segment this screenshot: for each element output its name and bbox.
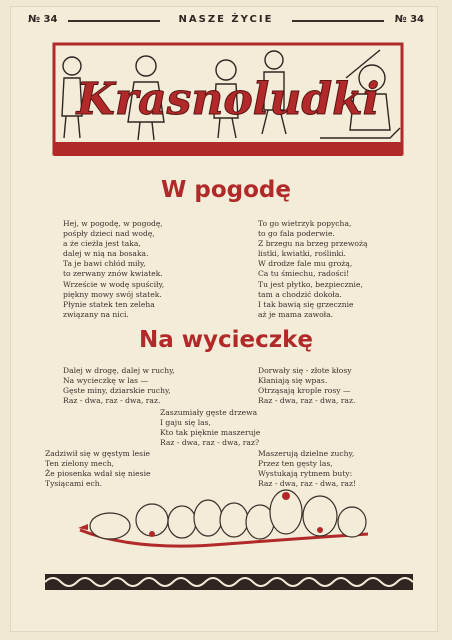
verse-line: Przez ten gęsty las,	[258, 459, 333, 469]
verse-line: to zerwany znów kwiatek.	[63, 269, 163, 279]
verse-line: Ca tu śmiechu, radości!	[258, 269, 350, 279]
poem2-right-stanza	[258, 366, 355, 406]
poem2-title: Na wycieczkę	[138, 327, 314, 353]
verse-line: Wystukają rytmem buty:	[258, 469, 353, 479]
header-rule-right	[292, 20, 384, 22]
verse-line: Z brzegu na brzeg przewożą	[258, 239, 368, 249]
verse-line: Ta je bawi chłód miły,	[63, 259, 146, 269]
birds-illustration	[76, 482, 372, 556]
poem1-right-stanza	[258, 219, 368, 320]
banner-title: Krasnoludki	[76, 74, 380, 125]
verse-line: Kto tak pięknie maszeruje	[160, 428, 261, 438]
poem2-center-stanza	[160, 408, 260, 448]
poem1-title: W pogodę	[161, 177, 291, 203]
verse-line: Raz - dwa, raz - dwa, raz.	[63, 396, 161, 406]
verse-line: pośpły dzieci nad wodę,	[63, 229, 155, 239]
verse-line: a że cieżła jest taka,	[63, 239, 141, 249]
verse-line: tam a chodzić dokoła.	[258, 289, 342, 299]
decorative-border	[45, 572, 413, 592]
verse-line: Płynie statek ten zeleha	[63, 299, 155, 309]
verse-line: Zaszumiały gęste drzewa	[160, 408, 258, 417]
verse-line: związany na nici.	[63, 309, 129, 319]
verse-line: Zadziwił się w gęstym lesie	[45, 449, 150, 458]
verse-line: Ten zielony mech,	[45, 459, 115, 469]
verse-line: Na wycieczkę w las —	[63, 376, 149, 386]
verse-line: Maszerują dzielne zuchy,	[258, 449, 355, 458]
poem1-left-stanza	[63, 219, 164, 320]
verse-line: Dorwały się - złote kłosy	[258, 366, 352, 375]
poem2-left-stanza	[63, 366, 175, 406]
birds-on-branch-icon	[76, 482, 372, 556]
banner-illustration	[50, 38, 406, 164]
verse-line: Raz - dwa, raz - dwa, raz.	[258, 396, 356, 406]
verse-line: aż je mama zawoła.	[258, 309, 334, 319]
issue-number-left: № 34	[28, 14, 58, 25]
page-header	[28, 14, 424, 28]
verse-line: Tu jest płytko, bezpiecznie,	[258, 279, 363, 289]
verse-line: Gęste miny, dziarskie ruchy,	[63, 386, 171, 396]
verse-line: listki, kwiatki, roślinki.	[258, 249, 346, 259]
verse-line: I tak bawią się grzecznie	[258, 299, 354, 309]
verse-line: Że piosenka wdał się niesie	[45, 469, 151, 479]
verse-line: to go fala poderwie.	[258, 229, 335, 239]
issue-number-right: № 34	[394, 14, 424, 25]
verse-line: Hej, w pogodę, w pogodę,	[63, 219, 163, 228]
verse-line: dalej w nią na bosaka.	[63, 249, 149, 259]
ornament-strip-icon	[45, 572, 413, 592]
verse-line: I gaju się las,	[160, 418, 211, 428]
krasnoludki-banner	[50, 38, 406, 164]
verse-line: Otrząsają krople rosy —	[258, 386, 351, 396]
magazine-title: NASZE ŻYCIE	[178, 14, 274, 25]
verse-line: Raz - dwa, raz - dwa, raz!	[258, 479, 357, 489]
verse-line: W drodze fale mu grożą,	[258, 259, 353, 269]
verse-line: Tysiącami ech.	[45, 479, 103, 489]
verse-line: Raz - dwa, raz - dwa, raz?	[160, 438, 260, 448]
verse-line: Dalej w drogę, dalej w ruchy,	[63, 366, 175, 375]
verse-line: piękny mowy swój statek.	[63, 289, 162, 299]
verse-line: Kłaniają się wpas.	[258, 376, 328, 386]
verse-line: Wrzeście w wodę spuściły,	[63, 279, 165, 289]
verse-line: To go wietrzyk popycha,	[258, 219, 352, 228]
